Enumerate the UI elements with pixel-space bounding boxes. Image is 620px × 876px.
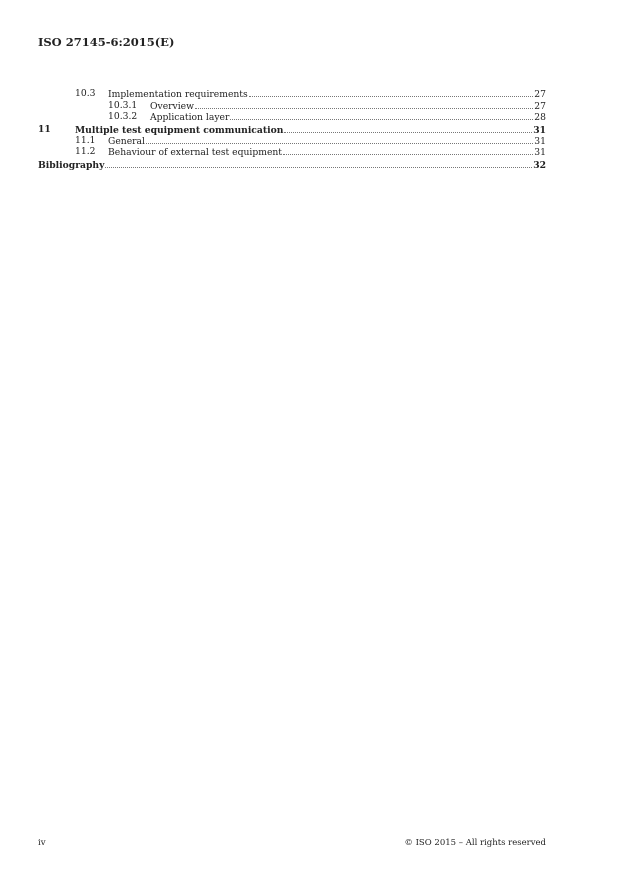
leader-dots bbox=[195, 100, 533, 109]
leader-dots bbox=[283, 146, 533, 155]
toc-entry-page[interactable]: 28 bbox=[534, 112, 546, 123]
toc-entry-number: 11.2 bbox=[75, 146, 96, 157]
leader-dots bbox=[146, 135, 533, 144]
toc-entry-page[interactable]: 27 bbox=[534, 89, 546, 100]
toc-entry[interactable] bbox=[38, 146, 546, 158]
toc-entry-page[interactable]: 31 bbox=[534, 147, 546, 158]
toc-entry-page[interactable]: 31 bbox=[534, 136, 546, 147]
document-header: ISO 27145-6:2015(E) bbox=[38, 35, 175, 49]
toc-entry-page[interactable]: 32 bbox=[533, 160, 546, 171]
toc-entry-page[interactable]: 31 bbox=[533, 125, 546, 136]
toc-entry-title[interactable]: Application layer bbox=[150, 112, 230, 123]
toc-entry-title[interactable]: General bbox=[108, 136, 145, 147]
leader-dots bbox=[230, 111, 533, 120]
leader-dots bbox=[284, 124, 532, 133]
copyright-notice: © ISO 2015 – All rights reserved bbox=[404, 838, 546, 848]
toc-entry-title[interactable]: Bibliography bbox=[38, 160, 105, 171]
toc-entry[interactable] bbox=[38, 111, 546, 123]
toc-entry-number: 10.3.1 bbox=[108, 100, 138, 111]
toc-entry[interactable] bbox=[38, 88, 546, 100]
toc-entry[interactable] bbox=[38, 159, 546, 171]
toc-entry-number: 10.3 bbox=[75, 88, 96, 99]
leader-dots bbox=[249, 88, 534, 97]
leader-dots bbox=[105, 159, 532, 168]
toc-entry-number: 10.3.2 bbox=[108, 111, 138, 122]
page-number: iv bbox=[38, 838, 46, 848]
toc-entry-title[interactable]: Implementation requirements bbox=[108, 89, 248, 100]
toc-entry-title[interactable]: Behaviour of external test equipment bbox=[108, 147, 282, 158]
toc-entry-number: 11.1 bbox=[75, 135, 96, 146]
toc-entry-title[interactable]: Multiple test equipment communication bbox=[75, 125, 284, 136]
toc-entry-title[interactable]: Overview bbox=[150, 101, 194, 112]
toc-entry-number: 11 bbox=[38, 124, 51, 135]
toc-entry-page[interactable]: 27 bbox=[534, 101, 546, 112]
